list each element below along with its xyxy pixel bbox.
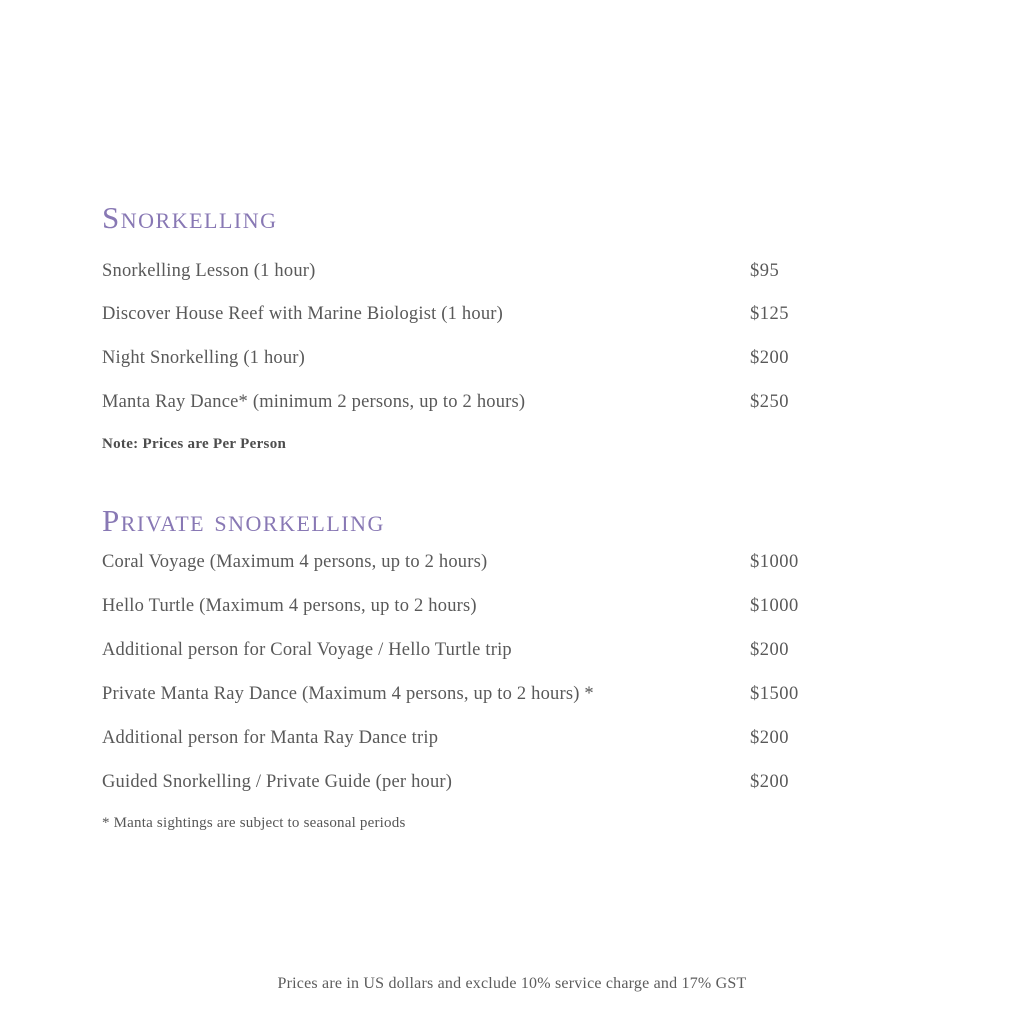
price-row	[102, 552, 922, 574]
section-title-private-snorkelling: Private snorkelling	[102, 502, 385, 538]
item-label: Additional person for Coral Voyage / Hello Turtle trip	[102, 640, 512, 661]
private-snorkelling-price-table	[102, 552, 922, 793]
price-row	[102, 728, 922, 750]
price-row	[102, 392, 922, 414]
item-label: Additional person for Manta Ray Dance trip	[102, 727, 439, 748]
item-label: Manta Ray Dance* (minimum 2 persons, up to 2 hours)	[102, 392, 526, 413]
pricing-disclaimer: Prices are in US dollars and exclude 10% service charge and 17% GST	[277, 975, 747, 992]
price-row	[102, 640, 922, 662]
item-label: Discover House Reef with Marine Biologist (1 hour)	[102, 304, 503, 325]
item-label: Snorkelling Lesson (1 hour)	[102, 260, 316, 281]
item-price: $200	[750, 727, 789, 748]
item-price: $95	[750, 260, 780, 281]
item-price: $1500	[750, 683, 799, 704]
price-row	[102, 261, 922, 283]
section-title-snorkelling: Snorkelling	[102, 200, 278, 235]
price-row	[102, 596, 922, 618]
item-price: $125	[750, 304, 789, 325]
item-label: Night Snorkelling (1 hour)	[102, 348, 306, 369]
price-row	[102, 304, 922, 326]
item-price: $250	[750, 392, 789, 413]
item-price: $200	[750, 348, 789, 369]
price-row	[102, 772, 922, 794]
item-label: Hello Turtle (Maximum 4 persons, up to 2 hours)	[102, 596, 477, 617]
price-row	[102, 684, 922, 706]
snorkelling-price-table	[102, 261, 922, 414]
item-price: $200	[750, 640, 789, 661]
item-label: Private Manta Ray Dance (Maximum 4 persons, up to 2 hours) *	[102, 683, 594, 704]
item-price: $1000	[750, 552, 799, 573]
item-price: $1000	[750, 596, 799, 617]
item-label: Coral Voyage (Maximum 4 persons, up to 2 hours)	[102, 552, 488, 573]
item-price: $200	[750, 771, 789, 792]
price-row	[102, 348, 922, 370]
item-label: Guided Snorkelling / Private Guide (per hour)	[102, 771, 453, 792]
manta-seasonal-footnote: * Manta sightings are subject to seasonal periods	[102, 815, 406, 832]
per-person-note: Note: Prices are Per Person	[102, 435, 287, 452]
